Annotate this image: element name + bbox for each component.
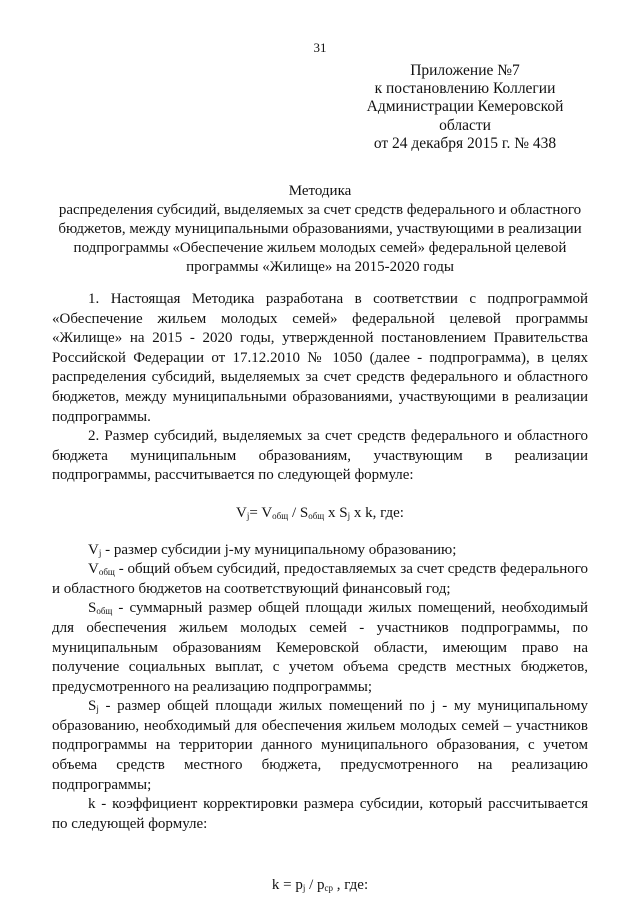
def-vobsch-sub: общ: [98, 567, 115, 578]
formula2-k: k = p: [271, 877, 303, 894]
formula-sj-sub: j: [347, 510, 351, 521]
formula2-div: / p: [305, 877, 325, 894]
formula2-pj-sub: j: [302, 883, 306, 894]
paragraph-1: 1. Настоящая Методика разработана в соответствии с подпрограммой «Обеспечение жильем молодых семей» федеральной целевой программы «Жилище» на 2015 - 2020 годы, утвержденной постановлением Правительства Российской Федерации от 17.12.2010 № 1050 (далее - подпрограмма), в целях распределения субсидий, выделяемых за счет средств федерального и областного бюджетов, между муниципальными образованиями, участвующими в реализации подпрограммы.: [52, 291, 588, 425]
def-sj-sub: j: [96, 704, 99, 715]
def-sobsch-symbol: S: [88, 600, 97, 617]
def-vj-symbol: V: [88, 541, 99, 558]
formula2-pcp-sub: ср: [324, 883, 334, 894]
formula-div: / S: [288, 504, 309, 521]
formula-eq: = V: [249, 504, 273, 521]
formula-v-sub: j: [246, 510, 250, 521]
definition-vobsch: [52, 560, 588, 599]
title-heading: Методика: [288, 183, 352, 199]
def-vj-sub: j: [98, 547, 102, 558]
def-sobsch-sub: общ: [96, 606, 113, 617]
appendix-line-1: Приложение №7: [410, 62, 520, 79]
definition-k: k - коэффициент корректировки размера субсидии, который рассчитывается по следующей формуле:: [52, 796, 588, 832]
formula-times: x S: [324, 504, 348, 521]
def-vobsch-symbol: V: [88, 561, 99, 578]
def-sj-text: - размер общей площади жилых помещений по j - му муниципальному образованию, необходимый для обеспечения жильем молодых семей – участников подпрограммы на территории данного муниципального образования, с учетом объема средств местного бюджета, предусмотренного на реализацию подпрограммы;: [52, 698, 588, 793]
title-subtitle: распределения субсидий, выделяемых за счет средств федерального и областного бюджетов, между муниципальными образованиями, участвующими в реализации подпрограммы «Обеспечение жильем молодых семей» федеральной целевой программы «Жилище» на 2015-2020 годы: [58, 202, 582, 275]
formula-tail: x k, где:: [350, 504, 404, 521]
appendix-block: [340, 62, 590, 153]
def-sobsch-text: - суммарный размер общей площади жилых помещений, необходимый для обеспечения жильем молодых семей - участников подпрограммы, по муниципальным образованиям Кемеровской области, имеющим право на получение социальных выплат, с учетом объема средств местных бюджетов, предусмотренного на реализацию подпрограммы;: [52, 600, 588, 695]
document-title: [52, 182, 588, 277]
appendix-line-4: от 24 декабря 2015 г. № 438: [373, 134, 557, 152]
definition-sj: [52, 697, 588, 795]
page-number: 31: [313, 40, 327, 55]
formula-v: V: [236, 504, 247, 521]
appendix-line-3: Администрации Кемеровской области: [366, 98, 564, 134]
formula-subsidy: [52, 504, 588, 524]
appendix-line-2: к постановлению Коллегии: [374, 80, 556, 98]
formula2-tail: , где:: [333, 877, 369, 894]
def-sj-symbol: S: [88, 698, 97, 715]
definition-vj: [52, 541, 588, 561]
definition-sobsch: [52, 599, 588, 697]
paragraph-2: 2. Размер субсидий, выделяемых за счет средств федерального и областного бюджета муниципальным образованиям, участвующим в реализации подпрограммы, рассчитывается по следующей формуле:: [52, 428, 588, 484]
def-vobsch-text: - общий объем субсидий, предоставляемых за счет средств федерального и областного бюджетов на соответствующий финансовый год;: [52, 561, 588, 597]
formula-sobsch-sub: общ: [308, 510, 325, 521]
formula-vobsch-sub: общ: [272, 510, 289, 521]
formula-coefficient: [52, 876, 588, 896]
document-body: [52, 290, 588, 896]
def-vj-text: - размер субсидии j-му муниципальному образованию;: [101, 541, 457, 558]
